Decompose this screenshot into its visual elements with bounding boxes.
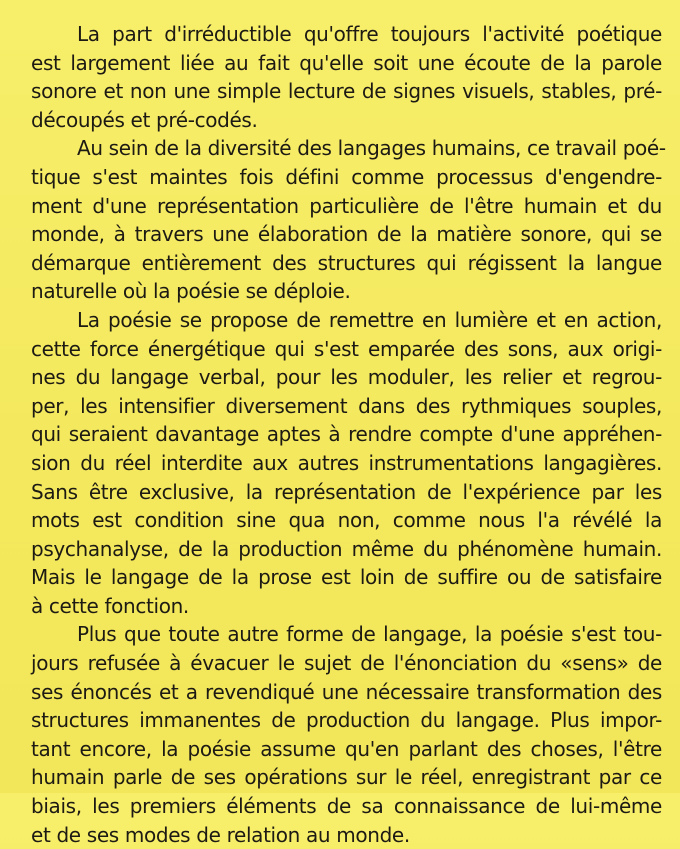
text-line: tique s'est maintes fois défini comme processus d'engendre- xyxy=(31,164,662,189)
text-line: qui seraient davantage aptes à rendre compte d'une appréhen- xyxy=(31,422,662,447)
text-line: per, les intensifier diversement dans des rythmiques souples, xyxy=(31,393,662,418)
text-line: monde, à travers une élaboration de la matière sonore, qui se xyxy=(31,222,662,247)
text-line: Au sein de la diversité des langages humains, ce travail poé- xyxy=(77,136,666,161)
text-line: Plus que toute autre forme de langage, la poésie s'est tou- xyxy=(77,622,662,647)
text-line: ses énoncés et a revendiqué une nécessaire transformation des xyxy=(31,679,662,704)
text-line: nes du langage verbal, pour les moduler, les relier et regrou- xyxy=(31,365,662,390)
text-line: est largement liée au fait qu'elle soit une écoute de la parole xyxy=(31,50,662,75)
paragraph-4 xyxy=(31,620,662,849)
text-line: sonore et non une simple lecture de signes visuels, stables, pré- xyxy=(31,79,662,104)
text-line: à cette fonction. xyxy=(31,593,189,618)
text-line: ment d'une représentation particulière de l'être humain et du xyxy=(31,193,662,218)
text-line: tant encore, la poésie assume qu'en parlant des choses, l'être xyxy=(31,736,662,761)
text-line: cette force énergétique qui s'est emparée des sons, aux origi- xyxy=(31,336,662,361)
text-line: démarque entièrement des structures qui régissent la langue xyxy=(31,250,662,275)
text-line: jours refusée à évacuer le sujet de l'énonciation du «sens» de xyxy=(31,651,662,676)
text-line: naturelle où la poésie se déploie. xyxy=(31,279,351,304)
text-line: et de ses modes de relation au monde. xyxy=(31,822,410,847)
paragraph-3 xyxy=(31,306,662,621)
text-line: biais, les premiers éléments de sa connaissance de lui-même xyxy=(31,794,662,819)
text-line: découpés et pré-codés. xyxy=(31,107,258,132)
paragraph-1 xyxy=(31,20,662,134)
text-line: psychanalyse, de la production même du phénomène humain. xyxy=(31,536,662,561)
paragraph-2 xyxy=(31,134,666,306)
text-line: Sans être exclusive, la représentation de l'expérience par les xyxy=(31,479,662,504)
text-line: La poésie se propose de remettre en lumière et en action, xyxy=(77,307,662,332)
text-line: mots est condition sine qua non, comme nous l'a révélé la xyxy=(31,508,662,533)
text-line: structures immanentes de production du langage. Plus impor- xyxy=(31,708,662,733)
text-line: Mais le langage de la prose est loin de suffire ou de satisfaire xyxy=(31,565,662,590)
text-line: humain parle de ses opérations sur le réel, enregistrant par ce xyxy=(31,765,662,790)
text-line: sion du réel interdite aux autres instrumentations langagières. xyxy=(31,450,662,475)
text-line: La part d'irréductible qu'offre toujours l'activité poétique xyxy=(77,22,662,46)
